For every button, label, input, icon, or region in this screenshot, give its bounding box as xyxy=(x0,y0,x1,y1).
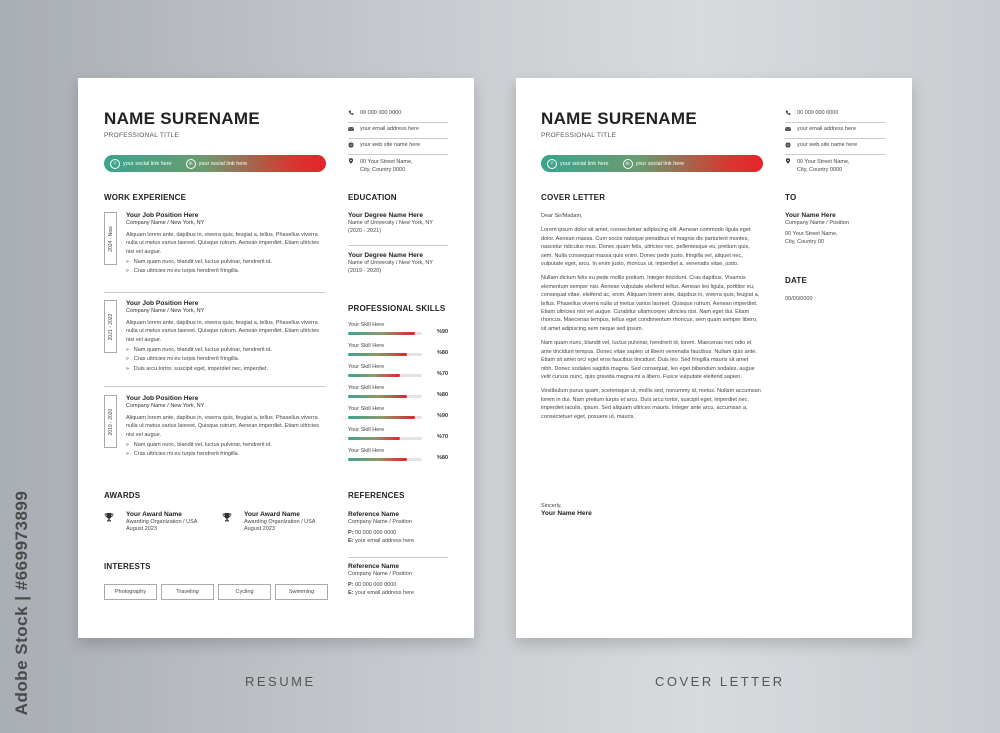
job-bullet: » Nam quam nunc, blandit vel, luctus pulvinar, hendrerit id. xyxy=(126,346,272,353)
letter-paragraph: Nullam dictum felis eu pede mollis pretium. Integer tincidunt. Cras dapibus. Vivamus elementum semper nisi. Aenean vulputate eleifend tellus. Aenean leo ligula, porttitor eu, consequat vitae, eleifend ac, enim. Aliquam lorem ante, dapibus in, viverra quis, feugiat a, tellus. Phasellus viverra nulla ut metus varius laoreet. Quisque rutrum. Aenean imperdiet. Etiam ultricies nisi vel augue. Curabitur ullamcorper ultricies nisi. Nam eget dui. Etiam rhoncus. Maecenas tempus, tellus eget condimentum rhoncus, sem quam semper libero, sit amet adipiscing sem neque sed ipsum. xyxy=(541,275,760,332)
job-position: Your Job Position Here xyxy=(126,395,199,402)
job-bullet: » Nam quam nunc, blandit vel, luctus pulvinar, hendrerit id. xyxy=(126,258,272,265)
contact-phone: 00 000 000 0000 xyxy=(348,110,448,116)
job-position: Your Job Position Here xyxy=(126,212,199,219)
job-description: Aliquam lorem ante, dapibus in, viverra quis, feugiat a, tellus. Phasellus viverra nulla ut metus varius laoreet. Quisque rutrum. Aenean imperdiet. Etiam ultricies nisi vel augue. xyxy=(126,232,319,255)
reference-entry: Reference Name Company Name / Position P: 00 000 000 0000 E: your email address here xyxy=(348,563,415,596)
trophy-icon xyxy=(222,512,232,522)
contact-web: your web site name here xyxy=(785,142,885,148)
skill-row xyxy=(348,364,452,384)
cover-letter-heading: COVER LETTER xyxy=(541,193,606,202)
social-link[interactable]: in your social link here xyxy=(186,159,248,169)
contact-phone: 00 000 000 0000 xyxy=(785,110,885,116)
job-company: Company Name / New York, NY xyxy=(126,220,205,226)
skill-percent: %80 xyxy=(437,392,449,398)
contact-web: your web site name here xyxy=(348,142,448,148)
interest-tag: Swimming xyxy=(275,584,328,600)
linkedin-icon: in xyxy=(623,159,633,169)
interests-list xyxy=(104,584,328,602)
skill-label: Your Skill Here xyxy=(348,343,385,349)
resume-professional-title: PROFESSIONAL TITLE xyxy=(104,132,180,139)
work-experience-heading: WORK EXPERIENCE xyxy=(104,193,187,202)
skill-progress-fill xyxy=(348,395,407,398)
skill-percent: %90 xyxy=(437,329,449,335)
job-bullet: » Cras ultricies mi eu turpis hendrerit fringilla. xyxy=(126,356,240,363)
skill-label: Your Skill Here xyxy=(348,448,385,454)
awards-heading: AWARDS xyxy=(104,491,141,500)
divider xyxy=(348,245,448,246)
skill-percent: %80 xyxy=(437,350,449,356)
stock-id-label: Adobe Stock | #669973899 xyxy=(12,490,31,716)
job-bullet: » Duis arcu tortor, suscipit eget, imperdiet nec, imperdiet. xyxy=(126,365,268,372)
references-heading: REFERENCES xyxy=(348,491,405,500)
contact-block xyxy=(785,110,885,180)
skill-row xyxy=(348,427,452,447)
location-pin-icon xyxy=(785,158,791,164)
interest-tag: Traveling xyxy=(161,584,214,600)
phone-icon xyxy=(785,110,791,116)
job-dates: 2024 - Now xyxy=(104,212,117,265)
cover-letter-page xyxy=(516,78,912,638)
job-company: Company Name / New York, NY xyxy=(126,308,205,314)
job-company: Company Name / New York, NY xyxy=(126,403,205,409)
job-dates: 2021 - 2022 xyxy=(104,300,117,353)
skill-progress-fill xyxy=(348,353,407,356)
skill-row xyxy=(348,322,452,342)
linkedin-icon: in xyxy=(186,159,196,169)
social-links-bar xyxy=(541,155,763,172)
globe-icon xyxy=(785,142,791,148)
date-heading: DATE xyxy=(785,276,807,285)
job-position: Your Job Position Here xyxy=(126,300,199,307)
job-entry xyxy=(104,212,326,292)
skill-progress-bar xyxy=(348,437,422,440)
skill-progress-fill xyxy=(348,374,400,377)
skill-row xyxy=(348,406,452,426)
letter-body xyxy=(541,212,761,421)
contact-address: 00 Your Street Name, City, Country 0000 xyxy=(348,158,448,174)
divider xyxy=(348,557,448,558)
skill-progress-fill xyxy=(348,437,400,440)
skill-progress-bar xyxy=(348,332,422,335)
letter-paragraph: Lorem ipsum dolor sit amet, consectetuer adipiscing elit. Aenean commodo ligula eget dolor. Aenean massa. Cum sociis natoque penatibus et magnis dis parturient montes, nascetur ridiculus mus. Donec quam felis, ultricies nec, pellentesque eu, pretium quis, sem. Nulla consequat massa quis enim. Donec pede justo, fringilla vel, aliquet nec, vulputate eget, arcu. In enim justo, rhoncus ut, imperdiet a, venenatis vitae, justo. xyxy=(541,227,751,268)
education-heading: EDUCATION xyxy=(348,193,397,202)
skill-progress-bar xyxy=(348,374,422,377)
job-description: Aliquam lorem ante, dapibus in, viverra quis, feugiat a, tellus. Phasellus viverra nulla ut metus varius laoreet. Quisque rutrum. Aenean imperdiet. Etiam ultricies nisi vel augue. xyxy=(126,415,319,438)
skills-list xyxy=(348,322,452,472)
mail-icon xyxy=(348,126,354,132)
globe-icon xyxy=(348,142,354,148)
closing: Sincerly, xyxy=(541,503,562,509)
social-link[interactable]: f your social link here xyxy=(110,159,172,169)
contact-block xyxy=(348,110,448,180)
contact-email: your email address here xyxy=(785,126,885,132)
job-dates: 2019 - 2020 xyxy=(104,395,117,448)
education-entry: Your Degree Name Here Name of University / New York, NY (2019 - 2020) xyxy=(348,252,433,274)
skill-label: Your Skill Here xyxy=(348,406,385,412)
skill-percent: %80 xyxy=(437,455,449,461)
recipient-block: Your Name Here Company Name / Position 00 Your Street Name, City, Country 00 xyxy=(785,212,849,245)
mail-icon xyxy=(785,126,791,132)
job-bullet: » Cras ultricies mi eu turpis hendrerit fringilla. xyxy=(126,268,240,275)
job-bullet: » Nam quam nunc, blandit vel, luctus pulvinar, hendrerit id. xyxy=(126,441,272,448)
skill-label: Your Skill Here xyxy=(348,427,385,433)
salutation: Dear Sir/Madam, xyxy=(541,213,583,219)
trophy-icon xyxy=(104,512,114,522)
skill-progress-bar xyxy=(348,353,422,356)
location-pin-icon xyxy=(348,158,354,164)
divider xyxy=(104,386,326,387)
phone-icon xyxy=(348,110,354,116)
social-links-bar xyxy=(104,155,326,172)
skill-percent: %70 xyxy=(437,371,449,377)
resume-name: NAME SURENAME xyxy=(104,109,260,128)
cover-professional-title: PROFESSIONAL TITLE xyxy=(541,132,617,139)
social-link[interactable]: in your social link here xyxy=(623,159,685,169)
skill-label: Your Skill Here xyxy=(348,385,385,391)
skill-progress-fill xyxy=(348,458,407,461)
interests-heading: INTERESTS xyxy=(104,562,151,571)
skill-label: Your Skill Here xyxy=(348,322,385,328)
divider xyxy=(104,292,326,293)
skill-row xyxy=(348,448,452,468)
cover-name: NAME SURENAME xyxy=(541,109,697,128)
facebook-icon: f xyxy=(547,159,557,169)
skill-progress-bar xyxy=(348,395,422,398)
social-link[interactable]: f your social link here xyxy=(547,159,609,169)
skill-percent: %90 xyxy=(437,413,449,419)
skill-progress-bar xyxy=(348,416,422,419)
date-value: 00/00/0000 xyxy=(785,296,813,302)
skill-label: Your Skill Here xyxy=(348,364,385,370)
letter-paragraph: Nam quam nunc, blandit vel, luctus pulvinar, hendrerit id, lorem. Maecenas nec odio et ante tincidunt tempus. Donec vitae sapien ut libero venenatis faucibus. Nullam quis ante. Etiam sit amet orci eget eros faucibus tincidunt. Duis leo. Sed fringilla mauris sit amet nibh. Donec sodales sagittis magna. Sed consequat, leo eget bibendum sodales, augue velit cursus nunc, quis gravida magna mi a libero. Fusce vulputate eleifend sapien. xyxy=(541,340,757,380)
skill-progress-fill xyxy=(348,416,415,419)
contact-email: your email address here xyxy=(348,126,448,132)
skills-heading: PROFESSIONAL SKILLS xyxy=(348,304,446,313)
letter-paragraph: Vestibulum purus quam, scelerisque ut, mollis sed, nonummy id, metus. Nullam accumsan lorem in dui. Nam pretium turpis et arcu. Duis arcu tortor, suscipit eget, imperdiet nec, imperdiet iaculis, ipsum. Sed aliquam ultrices mauris. Integer ante arcu, accumsan a, consectetuer eget, posuere ut, mauris. xyxy=(541,388,761,420)
job-entry xyxy=(104,300,326,388)
to-heading: TO xyxy=(785,193,797,202)
job-entry xyxy=(104,395,326,475)
cover-letter-caption: COVER LETTER xyxy=(655,674,785,689)
skill-row xyxy=(348,385,452,405)
resume-page: NAME SURENAME PROFESSIONAL TITLE f your social link here in your social link here 00 000 000 0000 your email address here your web site name here 00 Your Street Name, City, Country 0000 WORK EXPERIENCE 2024 - Now Your Job Position Here Company Name / New York, NY Aliquam lorem ante, dapibus in, viverra quis, feugiat a, tellus. Phasellus viverra nulla ut metus varius laoreet. Quisque rutrum. Aenean imperdiet. Etiam ultricies nisi vel augue. » Nam quam nunc, blandit vel, luctus pulvinar, hendrerit id. » Cras ultricies mi eu turpis hendrerit fringilla. 2021 - 2022 Your Job Position Here Company Name / New York, NY Aliquam lorem ante, dapibus in, viverra quis, feugiat a, tellus. Phasellus viverra nulla ut metus varius laoreet. Quisque rutrum. Aenean imperdiet. Etiam ultricies nisi vel augue. » Nam quam nunc, blandit vel, luctus pulvinar, hendrerit id. » Cras ultricies mi eu turpis hendrerit fringilla. » Duis arcu tortor, suscipit eget, imperdiet nec, imperdiet. 2019 - 2020 Your Job Position Here Company Name / New York, NY Aliquam lorem ante, dapibus in, viverra quis, feugiat a, tellus. Phasellus viverra nulla ut metus varius laoreet. Quisque rutrum. Aenean imperdiet. Etiam ultricies nisi vel augue. » Nam quam nunc, blandit vel, luctus pulvinar, hendrerit id. » Cras ultricies mi eu turpis hendrerit fringilla. EDUCATION Your Degree Name Here Name of University / New York, NY (2020 - 2021) Your Degree Name Here Name of University / New York, NY (2019 - 2020) PROFESSIONAL SKILLS Your Skill Here %90 Your Skill Here %80 Your Skill Here %70 Your Skill Here %80 Your Skill Here %90 Your Skill Here %70 Your Skill Here %80 AWARDS Your Award Name Awarding Organization / USA August 2023 Your Award Name Awarding Organization / USA August 2023 REFERENCES Reference Name Company Name / Position P: 00 000 000 0000 E: your email address here Reference Name Company Name / Position P: 00 000 000 0000 E: your email address here INTERESTS Photography Traveling Cycling Swimming xyxy=(78,78,474,638)
interest-tag: Cycling xyxy=(218,584,271,600)
signature-name: Your Name Here xyxy=(541,510,592,517)
facebook-icon: f xyxy=(110,159,120,169)
reference-entry: Reference Name Company Name / Position P: 00 000 000 0000 E: your email address here xyxy=(348,511,415,544)
skill-progress-fill xyxy=(348,332,415,335)
contact-address: 00 Your Street Name, City, Country 0000 xyxy=(785,158,885,174)
resume-caption: RESUME xyxy=(245,674,316,689)
skill-row xyxy=(348,343,452,363)
job-bullet: » Cras ultricies mi eu turpis hendrerit fringilla. xyxy=(126,451,240,458)
interest-tag: Photography xyxy=(104,584,157,600)
job-description: Aliquam lorem ante, dapibus in, viverra quis, feugiat a, tellus. Phasellus viverra nulla ut metus varius laoreet. Quisque rutrum. Aenean imperdiet. Etiam ultricies nisi vel augue. xyxy=(126,320,319,343)
education-entry: Your Degree Name Here Name of University / New York, NY (2020 - 2021) xyxy=(348,212,433,234)
skill-percent: %70 xyxy=(437,434,449,440)
skill-progress-bar xyxy=(348,458,422,461)
